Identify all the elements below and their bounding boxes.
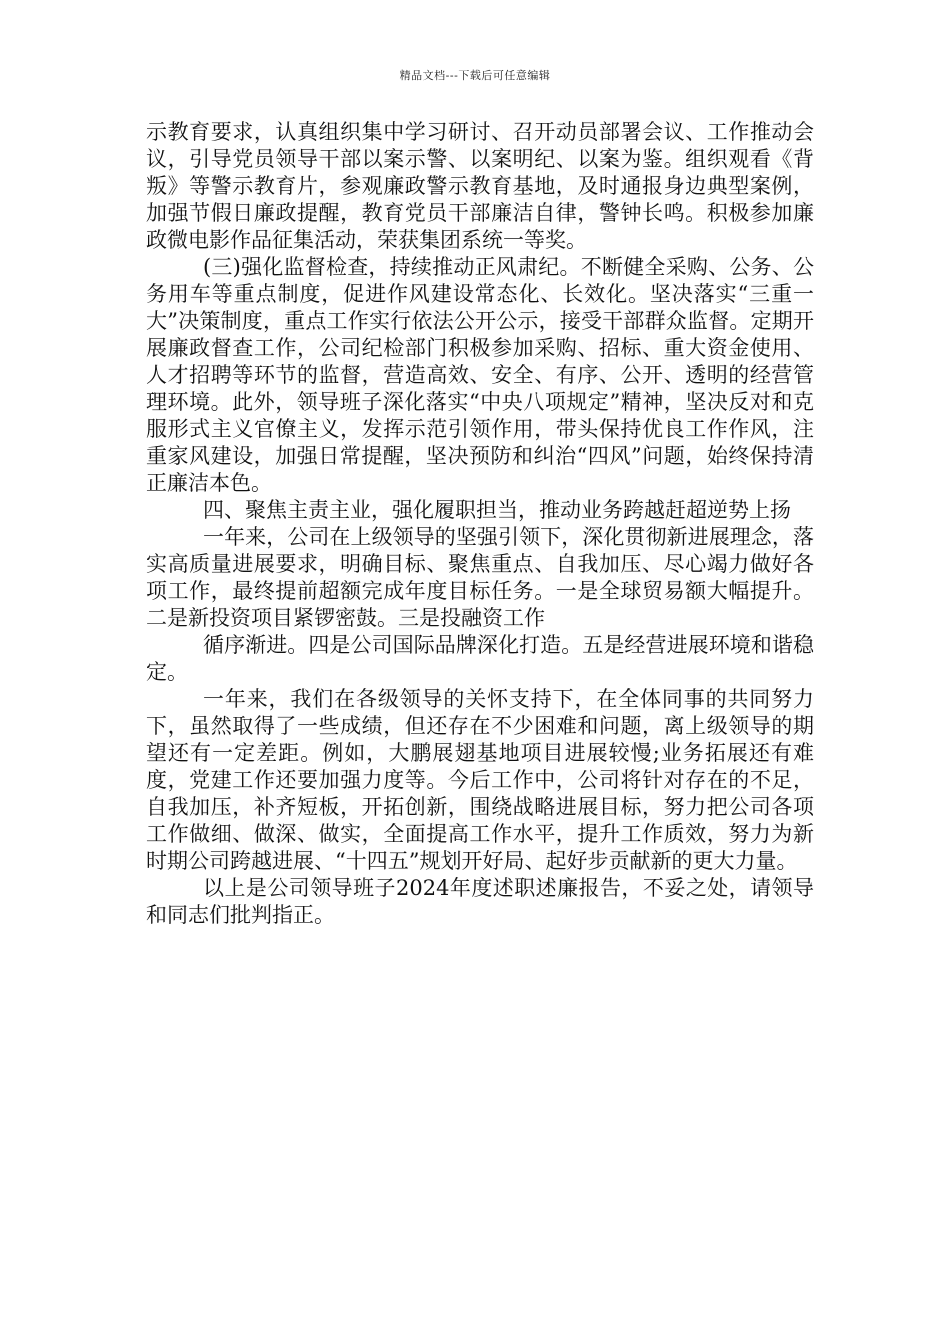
header-note: 精品文档---下载后可任意编辑 bbox=[399, 69, 551, 82]
section-heading-4: 四、聚焦主责主业，强化履职担当，推动业务跨越赶超逆势上扬 bbox=[203, 498, 791, 522]
paragraph-2: (三)强化监督检查，持续推动正风肃纪。不断健全采购、公务、公务用车等重点制度，促进作风建设常态化、长效化。坚决落实“三重一大”决策制度，重点工作实行依法公开公示，接受干部群众监督。定期开展廉政督查工作，公司纪检部门积极参加采购、招标、重大资金使用、人才招聘等环节的监督，营造高效、安全、有序、公开、透明的经营管理环境。此外，领导班子深化落实“中央八项规定”精神，坚决反对和克服形式主义官僚主义，发挥示范引领作用，带头保持优良工作作风，注重家风建设，加强日常提醒，坚决预防和纠治“四风”问题，始终保持清正廉洁本色。 bbox=[146, 255, 814, 495]
paragraph-4: 一年来，公司在上级领导的坚强引领下，深化贯彻新进展理念，落实高质量进展要求，明确目标、聚焦重点、自我加压、尽心竭力做好各项工作，最终提前超额完成年度目标任务。一是全球贸易额大幅提升。二是新投资项目紧锣密鼓。三是投融资工作 bbox=[146, 525, 814, 630]
paragraph-1: 示教育要求，认真组织集中学习研讨、召开动员部署会议、工作推动会议，引导党员领导干部以案示警、以案明纪、以案为鉴。组织观看《背叛》等警示教育片，参观廉政警示教育基地，及时通报身边典型案例，加强节假日廉政提醒，教育党员干部廉洁自律，警钟长鸣。积极参加廉政微电影作品征集活动，荣获集团系统一等奖。 bbox=[146, 120, 814, 252]
document-body bbox=[146, 119, 814, 929]
paragraph-7: 以上是公司领导班子2024年度述职述廉报告，不妥之处，请领导和同志们批判指正。 bbox=[146, 876, 814, 927]
paragraph-5: 循序渐进。四是公司国际品牌深化打造。五是经营进展环境和谐稳定。 bbox=[146, 633, 814, 684]
paragraph-6: 一年来，我们在各级领导的关怀支持下，在全体同事的共同努力下，虽然取得了一些成绩，但还存在不少困难和问题，离上级领导的期望还有一定差距。例如，大鹏展翅基地项目进展较慢;业务拓展还有难度，党建工作还要加强力度等。今后工作中，公司将针对存在的不足，自我加压，补齐短板，开拓创新，围绕战略进展目标，努力把公司各项工作做细、做深、做实，全面提高工作水平，提升工作质效，努力为新时期公司跨越进展、“十四五”规划开好局、起好步贡献新的更大力量。 bbox=[146, 687, 814, 873]
